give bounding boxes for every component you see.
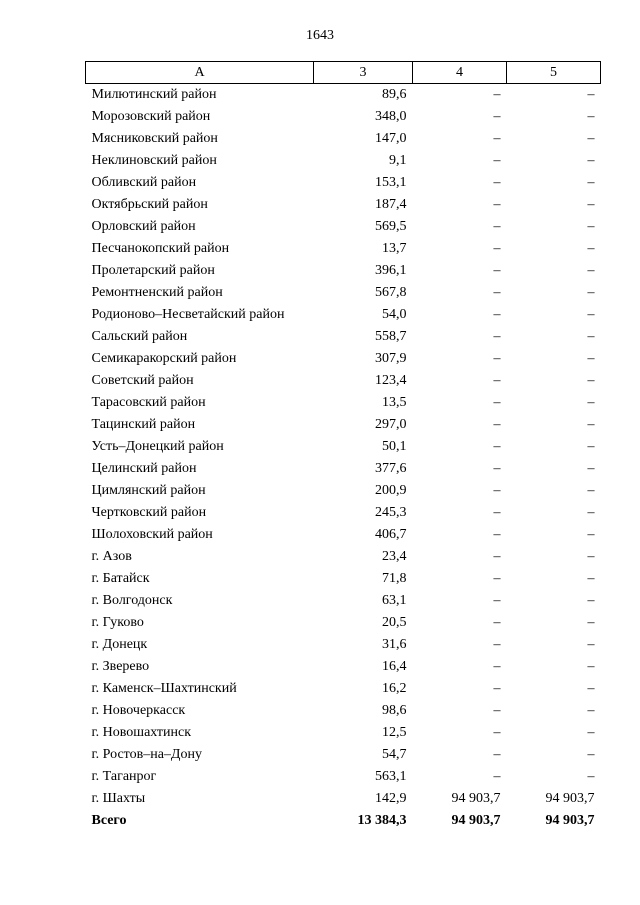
cell-name: г. Новочеркасск: [91, 703, 186, 718]
cell-col-5: –: [587, 505, 595, 520]
table-row: [86, 656, 601, 678]
cell-col-3: 348,0: [375, 109, 407, 124]
cell-col-5: –: [587, 593, 595, 608]
cell-name: г. Новошахтинск: [91, 725, 192, 740]
cell-col-3: 567,8: [375, 285, 407, 300]
cell-col-4: –: [493, 87, 501, 102]
cell-col-5: –: [587, 241, 595, 256]
cell-col-4: –: [493, 549, 501, 564]
cell-col-4: 94 903,7: [451, 813, 501, 828]
cell-col-5: 94 903,7: [545, 813, 595, 828]
table-row: [86, 128, 601, 150]
cell-col-3: 54,0: [382, 307, 407, 322]
cell-col-3: 31,6: [382, 637, 407, 652]
cell-name: г. Гуково: [91, 615, 144, 630]
table-row: [86, 392, 601, 414]
cell-col-3: 13 384,3: [357, 813, 407, 828]
cell-col-5: –: [587, 373, 595, 388]
cell-col-4: –: [493, 483, 501, 498]
cell-col-4: –: [493, 703, 501, 718]
cell-col-5: –: [587, 439, 595, 454]
table-row: [86, 216, 601, 238]
table-row: [86, 238, 601, 260]
table-row: [86, 700, 601, 722]
cell-name: г. Таганрог: [91, 769, 157, 784]
cell-name: Целинский район: [91, 461, 197, 476]
cell-col-3: 200,9: [375, 483, 407, 498]
cell-col-4: –: [493, 527, 501, 542]
table-row: [86, 458, 601, 480]
table-row: [86, 524, 601, 546]
cell-col-4: –: [493, 351, 501, 366]
cell-col-3: 147,0: [375, 131, 407, 146]
cell-name: Всего: [91, 813, 127, 828]
cell-col-5: –: [587, 87, 595, 102]
table-row: [86, 722, 601, 744]
cell-col-4: –: [493, 285, 501, 300]
cell-col-5: –: [587, 725, 595, 740]
table-row: [86, 370, 601, 392]
cell-col-3: 245,3: [375, 505, 407, 520]
cell-col-3: 153,1: [375, 175, 407, 190]
cell-col-4: –: [493, 725, 501, 740]
header-col-a: А: [86, 62, 314, 84]
cell-col-5: –: [587, 329, 595, 344]
cell-col-4: –: [493, 263, 501, 278]
table-row: [86, 106, 601, 128]
cell-col-4: –: [493, 439, 501, 454]
cell-col-4: –: [493, 197, 501, 212]
cell-name: Милютинский район: [91, 87, 217, 102]
cell-col-5: –: [587, 109, 595, 124]
cell-col-4: –: [493, 241, 501, 256]
cell-col-3: 187,4: [375, 197, 407, 212]
cell-col-5: –: [587, 747, 595, 762]
cell-col-3: 377,6: [375, 461, 407, 476]
cell-col-5: –: [587, 285, 595, 300]
header-row: [86, 62, 601, 84]
cell-col-3: 89,6: [382, 87, 407, 102]
table-row: [86, 634, 601, 656]
cell-col-5: –: [587, 263, 595, 278]
table-row: [86, 304, 601, 326]
table-row: [86, 480, 601, 502]
table-row: [86, 282, 601, 304]
cell-col-3: 396,1: [375, 263, 407, 278]
cell-col-3: 142,9: [375, 791, 407, 806]
table-row: [86, 326, 601, 348]
cell-name: г. Батайск: [91, 571, 150, 586]
cell-col-5: –: [587, 615, 595, 630]
cell-col-3: 23,4: [382, 549, 407, 564]
cell-col-4: –: [493, 571, 501, 586]
cell-name: Шолоховский район: [91, 527, 213, 542]
table-row: [86, 744, 601, 766]
cell-col-5: –: [587, 681, 595, 696]
cell-col-4: –: [493, 373, 501, 388]
cell-col-3: 558,7: [375, 329, 407, 344]
cell-name: г. Каменск–Шахтинский: [91, 681, 237, 696]
table-row: [86, 194, 601, 216]
cell-name: Тацинский район: [91, 417, 196, 432]
cell-name: Песчанокопский район: [91, 241, 230, 256]
cell-col-3: 297,0: [375, 417, 407, 432]
cell-col-3: 307,9: [375, 351, 407, 366]
cell-col-5: –: [587, 417, 595, 432]
cell-name: Родионово–Несветайский район: [91, 307, 285, 322]
cell-name: г. Шахты: [91, 791, 146, 806]
cell-col-3: 98,6: [382, 703, 407, 718]
cell-col-5: –: [587, 307, 595, 322]
cell-col-5: –: [587, 175, 595, 190]
cell-col-3: 13,5: [382, 395, 407, 410]
cell-col-3: 13,7: [382, 241, 407, 256]
table-row: [86, 502, 601, 524]
cell-col-5: –: [587, 153, 595, 168]
cell-col-4: –: [493, 505, 501, 520]
cell-col-3: 54,7: [382, 747, 407, 762]
cell-name: Семикаракорский район: [91, 351, 237, 366]
table-row: [86, 260, 601, 282]
table-row: [86, 414, 601, 436]
table-row: [86, 766, 601, 788]
cell-name: г. Ростов–на–Дону: [91, 747, 202, 762]
page-number: 1643: [306, 28, 334, 43]
cell-col-4: –: [493, 747, 501, 762]
header-col-5: 5: [507, 62, 601, 84]
cell-col-4: –: [493, 175, 501, 190]
cell-col-5: –: [587, 549, 595, 564]
header-col-4: 4: [413, 62, 507, 84]
cell-col-4: –: [493, 615, 501, 630]
cell-col-3: 16,4: [382, 659, 407, 674]
cell-col-5: –: [587, 659, 595, 674]
cell-name: Усть–Донецкий район: [91, 439, 224, 454]
cell-col-3: 9,1: [389, 153, 407, 168]
cell-col-4: –: [493, 681, 501, 696]
cell-name: Сальский район: [91, 329, 188, 344]
table-row: [86, 788, 601, 810]
cell-name: Орловский район: [91, 219, 196, 234]
cell-col-3: 12,5: [382, 725, 407, 740]
cell-name: г. Волгодонск: [91, 593, 173, 608]
cell-name: г. Азов: [91, 549, 132, 564]
cell-col-3: 569,5: [375, 219, 407, 234]
table-row: [86, 348, 601, 370]
cell-name: Тарасовский район: [91, 395, 206, 410]
cell-name: Цимлянский район: [91, 483, 206, 498]
cell-col-3: 71,8: [382, 571, 407, 586]
cell-col-5: –: [587, 197, 595, 212]
table-row: [86, 84, 601, 107]
header-col-3: 3: [314, 62, 413, 84]
cell-col-4: –: [493, 417, 501, 432]
total-row: [86, 810, 601, 832]
cell-col-5: –: [587, 527, 595, 542]
cell-col-4: 94 903,7: [451, 791, 501, 806]
cell-col-4: –: [493, 153, 501, 168]
cell-col-5: –: [587, 395, 595, 410]
table-row: [86, 678, 601, 700]
cell-name: Неклиновский район: [91, 153, 217, 168]
cell-col-4: –: [493, 395, 501, 410]
cell-col-5: –: [587, 219, 595, 234]
cell-col-5: –: [587, 483, 595, 498]
cell-col-4: –: [493, 593, 501, 608]
data-table: [85, 61, 601, 832]
table-row: [86, 546, 601, 568]
cell-name: Пролетарский район: [91, 263, 215, 278]
cell-col-4: –: [493, 769, 501, 784]
cell-name: г. Зверево: [91, 659, 150, 674]
cell-name: Мясниковский район: [91, 131, 218, 146]
cell-col-4: –: [493, 329, 501, 344]
cell-name: Октябрьский район: [91, 197, 208, 212]
cell-col-3: 50,1: [382, 439, 407, 454]
cell-name: Обливский район: [91, 175, 197, 190]
cell-col-3: 123,4: [375, 373, 407, 388]
table-row: [86, 172, 601, 194]
cell-col-3: 20,5: [382, 615, 407, 630]
cell-col-4: –: [493, 659, 501, 674]
cell-col-5: –: [587, 131, 595, 146]
cell-name: г. Донецк: [91, 637, 148, 652]
cell-col-5: –: [587, 703, 595, 718]
cell-col-4: –: [493, 637, 501, 652]
table-row: [86, 568, 601, 590]
cell-col-5: –: [587, 351, 595, 366]
cell-col-3: 63,1: [382, 593, 407, 608]
cell-col-5: –: [587, 769, 595, 784]
table-row: [86, 150, 601, 172]
cell-col-5: –: [587, 461, 595, 476]
cell-col-5: 94 903,7: [545, 791, 595, 806]
cell-col-4: –: [493, 307, 501, 322]
cell-col-5: –: [587, 637, 595, 652]
cell-col-4: –: [493, 109, 501, 124]
cell-col-5: –: [587, 571, 595, 586]
table-row: [86, 612, 601, 634]
cell-name: Чертковский район: [91, 505, 207, 520]
cell-name: Советский район: [91, 373, 194, 388]
cell-col-3: 406,7: [375, 527, 407, 542]
cell-col-4: –: [493, 131, 501, 146]
cell-col-4: –: [493, 461, 501, 476]
cell-name: Морозовский район: [91, 109, 211, 124]
cell-name: Ремонтненский район: [91, 285, 223, 300]
table-row: [86, 436, 601, 458]
cell-col-3: 563,1: [375, 769, 407, 784]
cell-col-3: 16,2: [382, 681, 407, 696]
cell-col-4: –: [493, 219, 501, 234]
table-row: [86, 590, 601, 612]
